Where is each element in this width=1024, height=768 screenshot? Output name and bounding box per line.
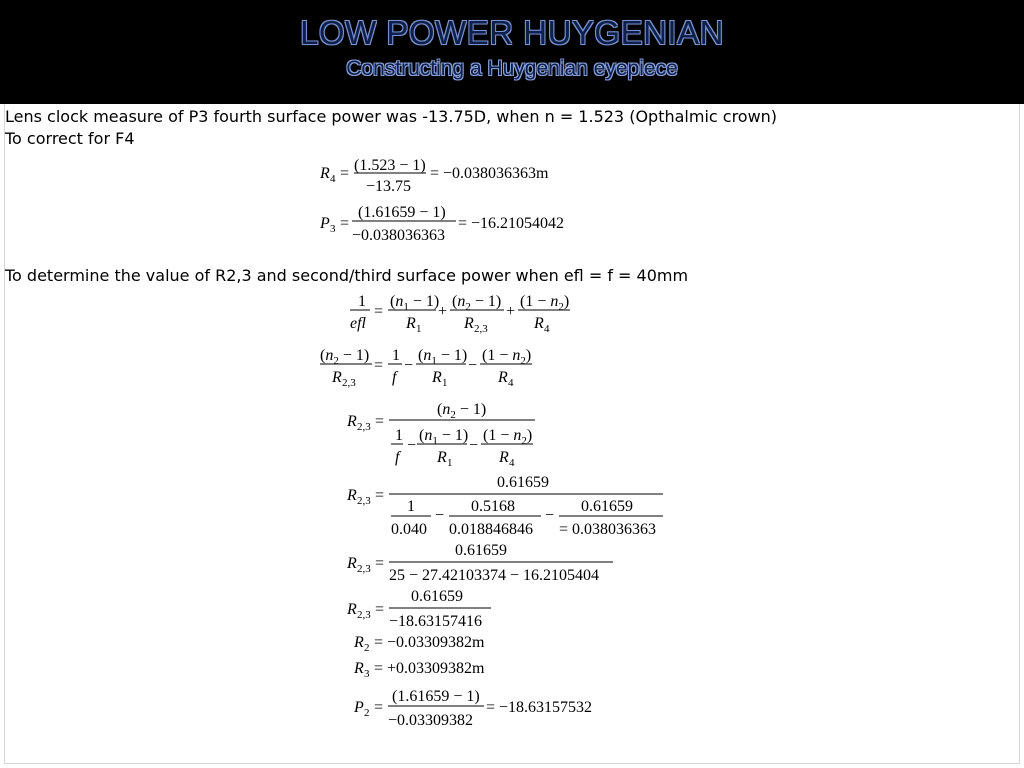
svg-text:2: 2 [364, 707, 370, 719]
equation-r3 [352, 656, 532, 680]
r23-numerator-3: 0.61659 [411, 588, 463, 605]
svg-text:−: − [407, 437, 417, 454]
svg-text:(n2 − 1): $(n_2 - 1)$ [452, 293, 502, 313]
svg-text:=: = [374, 357, 384, 374]
p3-numerator: (1.61659 − 1) [358, 204, 446, 221]
r4-numerator: (1.523 − 1) [354, 157, 426, 174]
svg-text:2: 2 [364, 642, 370, 654]
svg-text:R: R [354, 634, 364, 651]
svg-text:1: 1 [392, 347, 400, 364]
svg-text:−: − [545, 507, 555, 524]
svg-text:2,3: 2,3 [357, 495, 371, 507]
r23-term3-num: 0.61659 [581, 498, 633, 515]
equation-r23-simplified [345, 536, 625, 586]
equation-efl [348, 286, 588, 338]
svg-text:2,3: 2,3 [357, 609, 371, 621]
svg-text:R: R [534, 315, 544, 332]
svg-text:R: R [320, 165, 330, 182]
svg-text:=: = [374, 699, 384, 716]
svg-text:(1 − n2): $(1 - n_2)$ [483, 427, 533, 447]
svg-text:1: 1 [447, 457, 453, 469]
text-line-1: Lens clock measure of P3 fourth surface power was -13.75D, when n = 1.523 (Opthalmic crown) [5, 107, 778, 126]
svg-text:−: − [469, 437, 479, 454]
r2-value: = −0.03309382m [374, 634, 485, 651]
svg-text:P: P [320, 215, 330, 232]
svg-text:1: 1 [442, 377, 448, 389]
svg-text:3: 3 [364, 668, 370, 680]
r23-numerator-1: 0.61659 [497, 474, 549, 491]
r3-value: = +0.03309382m [374, 660, 485, 677]
svg-text:R: R [332, 369, 342, 386]
svg-text:=: = [374, 303, 384, 320]
r23-term1-den: 0.040 [391, 521, 427, 538]
svg-text:f: f [392, 369, 397, 386]
svg-text:R: R [498, 369, 508, 386]
svg-text:1: 1 [416, 323, 422, 335]
text-line-2: To correct for F4 [5, 129, 135, 148]
svg-text:=: = [375, 555, 385, 572]
svg-text:4: 4 [508, 377, 514, 389]
svg-text:f: f [395, 449, 400, 466]
svg-text:R: R [464, 315, 474, 332]
svg-text:R: R [499, 449, 509, 466]
r23-term3-den: = 0.038036363 [559, 521, 657, 538]
equation-p2 [352, 682, 622, 734]
svg-text:=: = [340, 215, 350, 232]
svg-text:=: = [375, 601, 385, 618]
svg-text:(n1 − 1): $(n_1 - 1)$ [419, 427, 469, 447]
svg-text:R: R [437, 449, 447, 466]
svg-text:2,3: 2,3 [357, 563, 371, 575]
equation-r23-numeric [345, 470, 675, 540]
svg-text:1: 1 [358, 293, 366, 310]
p3-result: = −16.21054042 [458, 215, 565, 232]
p2-numerator: (1.61659 − 1) [392, 688, 480, 705]
svg-text:R: R [347, 487, 357, 504]
slide-title: LOW POWER HUYGENIAN [300, 14, 724, 51]
p2-denominator: −0.03309382 [388, 712, 474, 729]
svg-text:−: − [468, 357, 478, 374]
svg-text:−: − [435, 507, 445, 524]
equation-r4 [318, 148, 578, 198]
r23-denominator-3: −18.63157416 [389, 613, 483, 630]
svg-text:R: R [354, 660, 364, 677]
svg-text:−: − [404, 357, 414, 374]
equation-r23-result [345, 582, 525, 632]
r23-term2-num: 0.5168 [471, 498, 515, 515]
svg-text:2,3: 2,3 [357, 421, 371, 433]
svg-text:2,3: 2,3 [474, 323, 488, 335]
svg-text:=: = [340, 165, 350, 182]
svg-text:(n2 − 1): $(n_2 - 1)$ [320, 347, 370, 367]
equation-r23-rearranged [318, 340, 558, 392]
svg-text:R: R [347, 601, 357, 618]
svg-text:=: = [375, 487, 385, 504]
p2-result: = −18.63157532 [486, 699, 593, 716]
svg-text:(n1 − 1): $(n_1 - 1)$ [418, 347, 468, 367]
svg-text:R: R [432, 369, 442, 386]
svg-text:(1 − n2): $(1 - n_2)$ [482, 347, 532, 367]
slide-subtitle: Constructing a Huygenian eyepiece [346, 57, 678, 80]
svg-text:4: 4 [544, 323, 550, 335]
svg-text:(n2 − 1): $(n_2 - 1)$ [437, 401, 487, 421]
svg-text:4: 4 [509, 457, 515, 469]
svg-text:efl: efl [350, 315, 366, 332]
svg-text:+: + [506, 303, 516, 320]
slide-header [0, 0, 1024, 104]
equation-r23-general [345, 394, 565, 474]
r23-term2-den: 0.018846846 [449, 521, 533, 538]
svg-text:(1 − n2): $(1 - n_2)$ [520, 293, 570, 313]
slide-body [0, 104, 1024, 768]
svg-text:R: R [347, 555, 357, 572]
text-line-3: To determine the value of R2,3 and second/third surface power when efl = f = 40mm [5, 266, 689, 285]
r4-denominator: −13.75 [366, 178, 412, 195]
equation-p3 [318, 198, 598, 248]
svg-text:3: 3 [330, 223, 336, 235]
svg-text:P: P [354, 699, 364, 716]
p3-denominator: −0.038036363 [352, 227, 446, 244]
svg-text:1: 1 [395, 427, 403, 444]
r23-denominator-2: 25 − 27.42103374 − 16.2105404 [389, 567, 600, 584]
svg-text:4: 4 [330, 173, 336, 185]
r4-result: = −0.038036363m [430, 165, 549, 182]
equation-r2 [352, 630, 532, 654]
svg-text:(n1 − 1): $(n_1 - 1)$ [390, 293, 440, 313]
r23-term1-num: 1 [407, 498, 415, 515]
svg-text:+: + [438, 303, 448, 320]
svg-text:R: R [347, 413, 357, 430]
svg-text:2,3: 2,3 [342, 377, 356, 389]
r23-numerator-2: 0.61659 [455, 542, 507, 559]
svg-text:R: R [406, 315, 416, 332]
svg-text:=: = [375, 413, 385, 430]
